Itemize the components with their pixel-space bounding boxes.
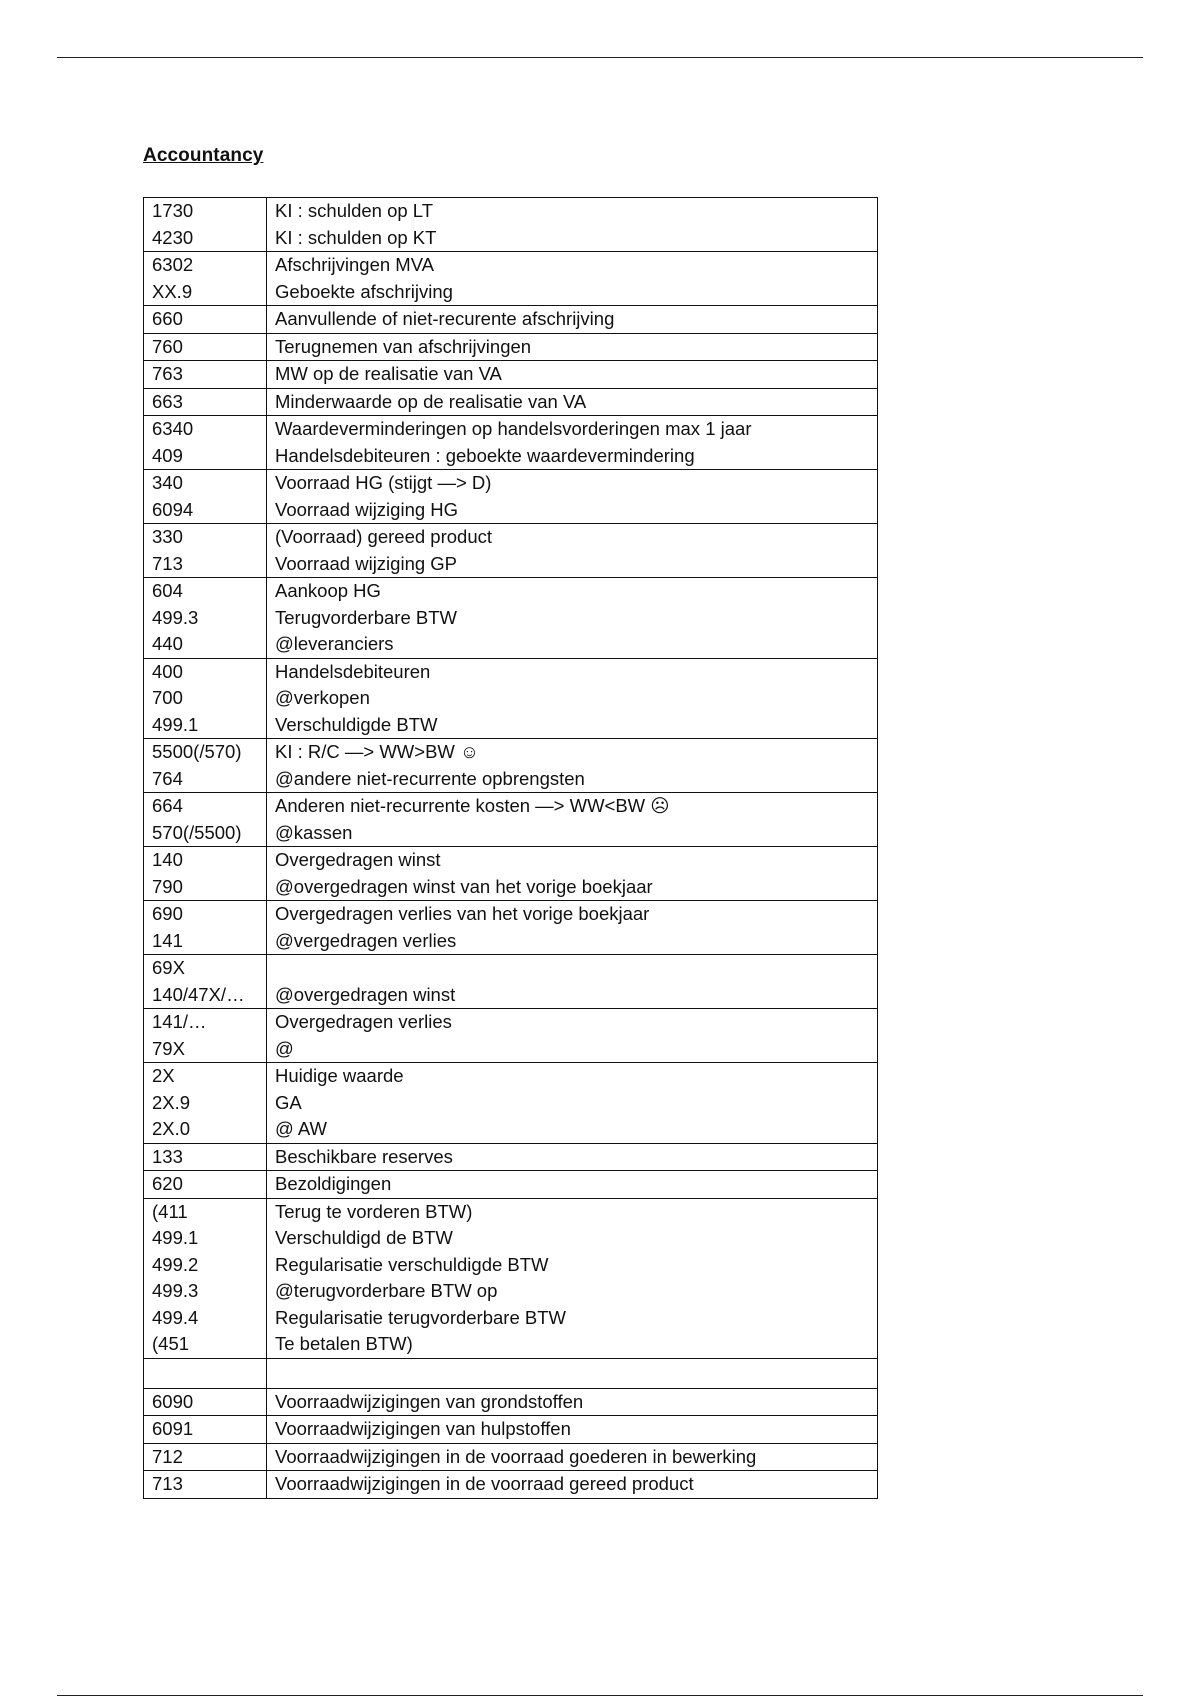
account-code: 700	[152, 687, 183, 708]
account-code: 713	[152, 552, 183, 574]
account-description: @andere niet-recurrente opbrengsten	[275, 767, 585, 789]
account-description: Overgedragen winst	[275, 849, 441, 870]
table-row	[144, 1171, 878, 1199]
table-row	[144, 1009, 878, 1063]
account-code-cell	[144, 1009, 267, 1063]
account-code-cell	[144, 416, 267, 470]
account-description: Overgedragen verlies	[275, 1011, 452, 1032]
table-row	[144, 1471, 878, 1499]
account-description-cell	[267, 658, 878, 739]
table-row	[144, 361, 878, 389]
account-description-cell	[267, 901, 878, 955]
table-row	[144, 739, 878, 793]
account-code: 141	[152, 929, 183, 951]
account-code: 499.3	[152, 606, 199, 628]
account-code: 6091	[152, 1418, 194, 1439]
account-code-cell	[144, 1388, 267, 1416]
account-code: 69X	[152, 957, 185, 978]
account-code-cell	[144, 1063, 267, 1144]
account-description: Voorraad wijziging GP	[275, 552, 458, 574]
account-code-cell	[144, 901, 267, 955]
account-description: @overgedragen winst van het vorige boekjaar	[275, 875, 653, 897]
account-code: 133	[152, 1145, 183, 1167]
account-description-cell	[267, 524, 878, 578]
account-code: 140	[152, 849, 183, 870]
account-code-cell	[144, 198, 267, 252]
account-description: @verkopen	[275, 687, 370, 708]
account-code: 330	[152, 526, 183, 547]
account-code: 690	[152, 903, 183, 924]
account-description: @overgedragen winst	[275, 983, 456, 1005]
account-code-cell	[144, 578, 267, 659]
table-row	[144, 1063, 878, 1144]
account-description-cell	[267, 793, 878, 847]
account-description: Afschrijvingen MVA	[275, 254, 435, 275]
account-description: Verschuldigde BTW	[275, 713, 438, 735]
account-code-cell	[144, 1416, 267, 1444]
account-code-cell	[144, 1171, 267, 1199]
account-code: (451	[152, 1333, 190, 1354]
account-description-cell	[267, 388, 878, 416]
table-row	[144, 306, 878, 334]
account-code: 140/47X/…	[152, 983, 245, 1005]
table-row	[144, 901, 878, 955]
account-description: @vergedragen verlies	[275, 929, 457, 951]
account-description-cell	[267, 306, 878, 334]
account-code-cell	[144, 1358, 267, 1388]
account-description-cell	[267, 333, 878, 361]
account-description: Voorraadwijzigingen in de voorraad gereed product	[275, 1473, 694, 1494]
account-description-cell	[267, 1416, 878, 1444]
account-description-cell	[267, 1471, 878, 1499]
account-description: Minderwaarde op de realisatie van VA	[275, 390, 587, 412]
account-description: @terugvorderbare BTW op	[275, 1280, 498, 1301]
account-description: Voorraadwijzigingen van hulpstoffen	[275, 1418, 571, 1439]
table-row	[144, 793, 878, 847]
account-description-cell	[267, 1009, 878, 1063]
account-description: (Voorraad) gereed product	[275, 526, 492, 547]
table-row	[144, 1443, 878, 1471]
table-row	[144, 470, 878, 524]
account-code: 4230	[152, 226, 194, 248]
table-row	[144, 1388, 878, 1416]
page-heading: Accountancy	[143, 145, 264, 166]
account-description: Aanvullende of niet-recurente afschrijving	[275, 308, 615, 329]
account-code: 763	[152, 363, 183, 384]
account-description-cell	[267, 198, 878, 252]
account-description: Bezoldigingen	[275, 1173, 392, 1194]
table-row	[144, 955, 878, 1009]
table-row	[144, 658, 878, 739]
account-code-cell	[144, 739, 267, 793]
account-code-cell	[144, 470, 267, 524]
account-description: Anderen niet-recurrente kosten —> WW<BW ☹	[275, 795, 670, 816]
account-code: 713	[152, 1473, 183, 1494]
account-code: 620	[152, 1173, 183, 1194]
table-row	[144, 333, 878, 361]
account-description: Voorraadwijzigingen in de voorraad goederen in bewerking	[275, 1445, 757, 1467]
account-code: 440	[152, 633, 183, 654]
account-code: 660	[152, 308, 183, 329]
account-code: 6094	[152, 498, 194, 520]
account-code-cell	[144, 793, 267, 847]
account-description-cell	[267, 578, 878, 659]
account-description: Aankoop HG	[275, 580, 381, 601]
account-description-cell	[267, 470, 878, 524]
account-description: Waardeverminderingen op handelsvorderingen max 1 jaar	[275, 418, 752, 439]
account-description: @ AW	[275, 1118, 328, 1139]
account-description: Huidige waarde	[275, 1065, 404, 1086]
account-code: 499.1	[152, 1227, 199, 1248]
account-code: 664	[152, 795, 183, 816]
account-code: 499.3	[152, 1280, 199, 1301]
account-code: 409	[152, 444, 183, 466]
account-description: Te betalen BTW)	[275, 1333, 413, 1354]
account-code-cell	[144, 1143, 267, 1171]
account-description-cell	[267, 955, 878, 1009]
table-row	[144, 1143, 878, 1171]
account-code: 760	[152, 335, 183, 357]
header-rule	[57, 57, 1143, 58]
account-description: Verschuldigd de BTW	[275, 1227, 453, 1248]
table-row	[144, 198, 878, 252]
account-code: 499.2	[152, 1253, 199, 1275]
account-description: KI : schulden op LT	[275, 200, 434, 221]
account-description-cell	[267, 252, 878, 306]
account-code-cell	[144, 388, 267, 416]
account-description: Terug te vorderen BTW)	[275, 1200, 473, 1222]
account-description-cell	[267, 416, 878, 470]
account-code: 499.4	[152, 1306, 199, 1328]
account-code: 79X	[152, 1037, 185, 1059]
account-code: 2X.9	[152, 1091, 191, 1113]
account-description-cell	[267, 1143, 878, 1171]
account-description: Terugnemen van afschrijvingen	[275, 335, 532, 357]
account-code: 499.1	[152, 713, 199, 735]
footer-rule	[57, 1695, 1143, 1696]
account-description: Terugvorderbare BTW	[275, 606, 457, 628]
table-row	[144, 416, 878, 470]
account-description: Voorraadwijzigingen van grondstoffen	[275, 1390, 584, 1412]
account-description: @kassen	[275, 821, 353, 843]
account-code: XX.9	[152, 280, 193, 302]
account-code-cell	[144, 658, 267, 739]
account-description-cell	[267, 1063, 878, 1144]
account-description: Beschikbare reserves	[275, 1145, 453, 1167]
account-code-cell	[144, 1443, 267, 1471]
table-row	[144, 578, 878, 659]
account-code: 764	[152, 767, 183, 789]
account-description: Geboekte afschrijving	[275, 280, 453, 302]
account-table-body	[144, 198, 878, 1499]
account-code-cell	[144, 524, 267, 578]
account-code: 400	[152, 660, 183, 682]
account-description: KI : schulden op KT	[275, 226, 437, 248]
account-code: 340	[152, 472, 183, 493]
account-description: Overgedragen verlies van het vorige boekjaar	[275, 903, 650, 924]
account-code: 604	[152, 580, 183, 601]
account-description: @	[275, 1037, 294, 1059]
account-description	[275, 955, 869, 982]
account-code-cell	[144, 361, 267, 389]
account-code: 663	[152, 390, 183, 412]
account-description: Voorraad wijziging HG	[275, 498, 459, 520]
table-row	[144, 388, 878, 416]
table-row	[144, 252, 878, 306]
account-description-cell	[267, 1388, 878, 1416]
table-row	[144, 847, 878, 901]
account-code-cell	[144, 1471, 267, 1499]
account-code: 2X	[152, 1065, 175, 1086]
account-code: 6302	[152, 254, 194, 275]
account-description: Handelsdebiteuren	[275, 660, 431, 682]
account-code: (411	[152, 1200, 188, 1222]
account-code: 5500(/570)	[152, 741, 242, 762]
account-code-cell	[144, 847, 267, 901]
table-row	[144, 524, 878, 578]
account-code: 1730	[152, 200, 194, 221]
account-code: 141/…	[152, 1011, 207, 1032]
account-description: Voorraad HG (stijgt —> D)	[275, 472, 492, 493]
account-description-cell	[267, 1358, 878, 1388]
account-description-cell	[267, 847, 878, 901]
account-description: MW op de realisatie van VA	[275, 363, 502, 384]
account-code: 6340	[152, 418, 194, 439]
table-row	[144, 1198, 878, 1358]
account-description-cell	[267, 1198, 878, 1358]
account-description: Regularisatie terugvorderbare BTW	[275, 1306, 566, 1328]
account-code-cell	[144, 252, 267, 306]
table-row	[144, 1416, 878, 1444]
account-description: Handelsdebiteuren : geboekte waardevermindering	[275, 444, 695, 466]
account-description: KI : R/C —> WW>BW ☺	[275, 741, 479, 762]
account-description: GA	[275, 1091, 302, 1113]
account-code: 6090	[152, 1390, 194, 1412]
account-code: 712	[152, 1445, 183, 1467]
account-code-cell	[144, 306, 267, 334]
account-description-cell	[267, 1171, 878, 1199]
account-code-cell	[144, 955, 267, 1009]
account-code: 2X.0	[152, 1118, 191, 1139]
account-description-cell	[267, 361, 878, 389]
account-code: 790	[152, 875, 183, 897]
account-code-cell	[144, 1198, 267, 1358]
account-description-cell	[267, 1443, 878, 1471]
account-table	[143, 197, 878, 1499]
account-description-cell	[267, 739, 878, 793]
account-code: 570(/5500)	[152, 821, 242, 843]
account-description: Regularisatie verschuldigde BTW	[275, 1253, 549, 1275]
account-code-cell	[144, 333, 267, 361]
account-description: @leveranciers	[275, 633, 394, 654]
table-row	[144, 1358, 878, 1388]
